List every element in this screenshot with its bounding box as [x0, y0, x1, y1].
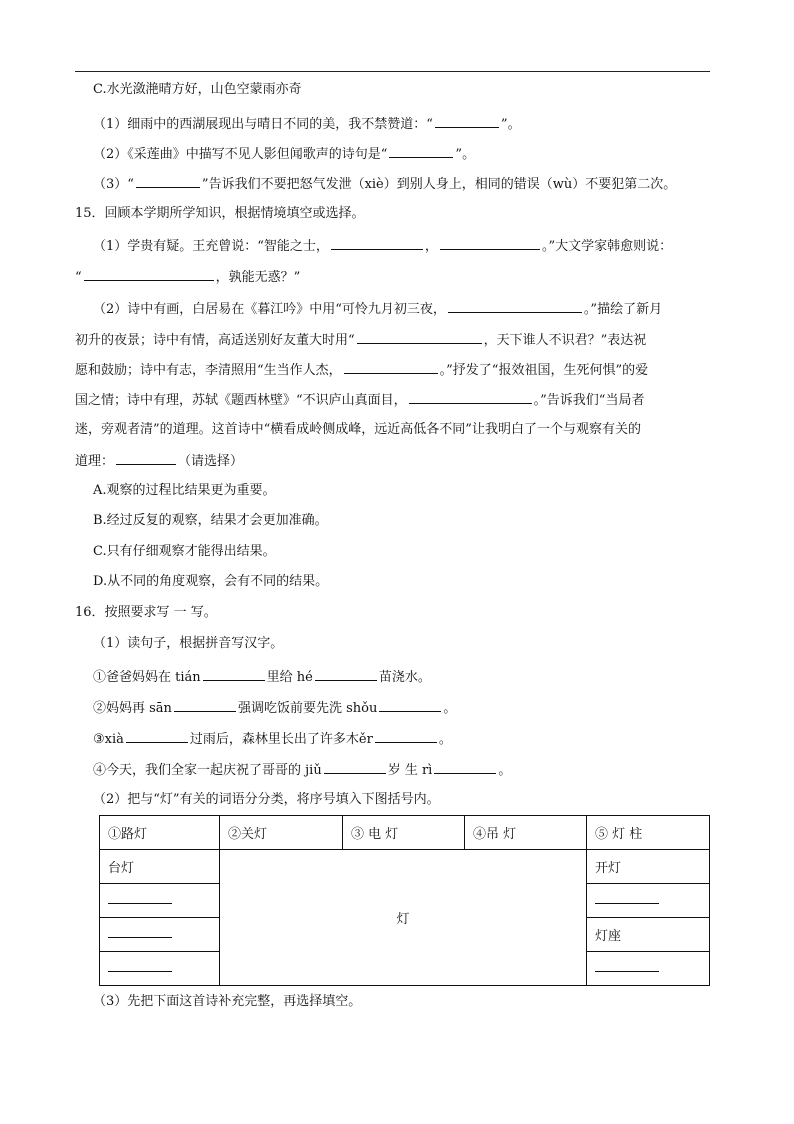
pinyin-item-1: ①爸爸妈妈在 tián 里给 hé 苗浇水。: [93, 666, 431, 688]
q15-2-line6: 道理： （请选择）: [75, 450, 243, 472]
header-cell: ④吊 灯: [465, 816, 587, 850]
header-cell: ⑤ 灯 柱: [587, 816, 710, 850]
answer-blank[interactable]: [357, 329, 482, 344]
q15-1: （1）学贵有疑。王充曾说：“智能之士， ， 。”大文学家韩愈则说：: [93, 235, 672, 257]
top-rule: [75, 71, 710, 72]
answer-blank[interactable]: [324, 759, 386, 774]
answer-blank[interactable]: [203, 666, 265, 681]
q14-1: （1）细雨中的西湖展现出与晴日不同的美，我不禁赞道：“ ”。: [93, 113, 521, 135]
pinyin-item-3: ③xià 过雨后，森林里长出了许多木ěr 。: [93, 728, 452, 750]
q15-title: 15．回顾本学期所学知识，根据情境填空或选择。: [75, 206, 365, 221]
answer-blank[interactable]: [315, 666, 377, 681]
q15-2: （2）诗中有画，白居易在《暮江吟》中用“可怜九月初三夜， 。”描绘了新月: [93, 298, 662, 320]
header-cell: ②关灯: [220, 816, 343, 850]
answer-blank[interactable]: [409, 389, 532, 404]
answer-blank[interactable]: [375, 728, 437, 743]
option-c-line: C.水光潋滟晴方好，山色空蒙雨亦奇: [93, 82, 302, 97]
choice-d[interactable]: D.从不同的角度观察，会有不同的结果。: [93, 574, 329, 589]
answer-blank[interactable]: [136, 173, 200, 188]
header-cell: ①路灯: [100, 816, 220, 850]
answer-blank[interactable]: [434, 759, 496, 774]
q15-1-cont: “ ，孰能无惑？”: [75, 266, 300, 288]
q14-3: （3）“ ”告诉我们不要把怒气发泄（xiè）到别人身上，相同的错误（wù）不要犯第二次。: [93, 173, 676, 195]
pinyin-item-2: ②妈妈再 sān 强调吃饭前要先洗 shǒu 。: [93, 697, 456, 719]
q16-3: （3）先把下面这首诗补充完整，再选择填空。: [93, 994, 362, 1009]
answer-blank[interactable]: [344, 359, 438, 374]
q14-2: （2）《采莲曲》中描写不见人影但闻歌声的诗句是“ ”。: [93, 143, 475, 165]
choice-c[interactable]: C.只有仔细观察才能得出结果。: [93, 544, 276, 559]
answer-blank[interactable]: [126, 728, 188, 743]
right-cell: 开灯: [587, 850, 710, 884]
answer-blank[interactable]: [389, 143, 453, 158]
q15-2-line4: 国之情；诗中有理，苏轼《题西林壁》“不识庐山真面目， 。”告诉我们“当局者: [75, 389, 644, 411]
right-blank-cell[interactable]: [587, 884, 710, 918]
answer-blank[interactable]: [448, 298, 582, 313]
q16-title: 16．按照要求写 一 写。: [75, 605, 217, 620]
q16-1: （1）读句子，根据拼音写汉字。: [93, 636, 284, 651]
q15-2-line2: 初升的夜景；诗中有情，高适送别好友董大时用“ ，天下谁人不识君？”表达祝: [75, 329, 646, 351]
right-blank-cell[interactable]: [587, 952, 710, 986]
answer-blank[interactable]: [116, 450, 176, 465]
left-blank-cell[interactable]: [100, 884, 220, 918]
left-blank-cell[interactable]: [100, 952, 220, 986]
answer-blank[interactable]: [379, 697, 441, 712]
header-cell: ③ 电 灯: [343, 816, 465, 850]
q16-2: （2）把与“灯”有关的词语分分类，将序号填入下图括号内。: [93, 792, 440, 807]
left-blank-cell[interactable]: [100, 918, 220, 952]
choice-a[interactable]: A.观察的过程比结果更为重要。: [93, 483, 276, 498]
left-cell: 台灯: [100, 850, 220, 884]
choice-b[interactable]: B.经过反复的观察，结果才会更加准确。: [93, 513, 328, 528]
pinyin-item-4: ④今天，我们全家一起庆祝了哥哥的 jiǔ 岁 生 rì 。: [93, 759, 511, 781]
q15-2-line5: 迷，旁观者清”的道理。这首诗中“横看成岭侧成峰，远近高低各不同”让我明白了一个与观察有关的: [75, 422, 641, 437]
answer-blank[interactable]: [84, 266, 214, 281]
answer-blank[interactable]: [440, 235, 540, 250]
answer-blank[interactable]: [435, 113, 499, 128]
lamp-classification-table: [99, 815, 710, 986]
right-cell: 灯座: [587, 918, 710, 952]
center-cell: 灯: [220, 850, 587, 986]
answer-blank[interactable]: [174, 697, 236, 712]
answer-blank[interactable]: [331, 235, 423, 250]
q15-2-line3: 愿和鼓励；诗中有志，李清照用“生当作人杰， 。”抒发了“报效祖国，生死何惧”的爱: [75, 359, 648, 381]
